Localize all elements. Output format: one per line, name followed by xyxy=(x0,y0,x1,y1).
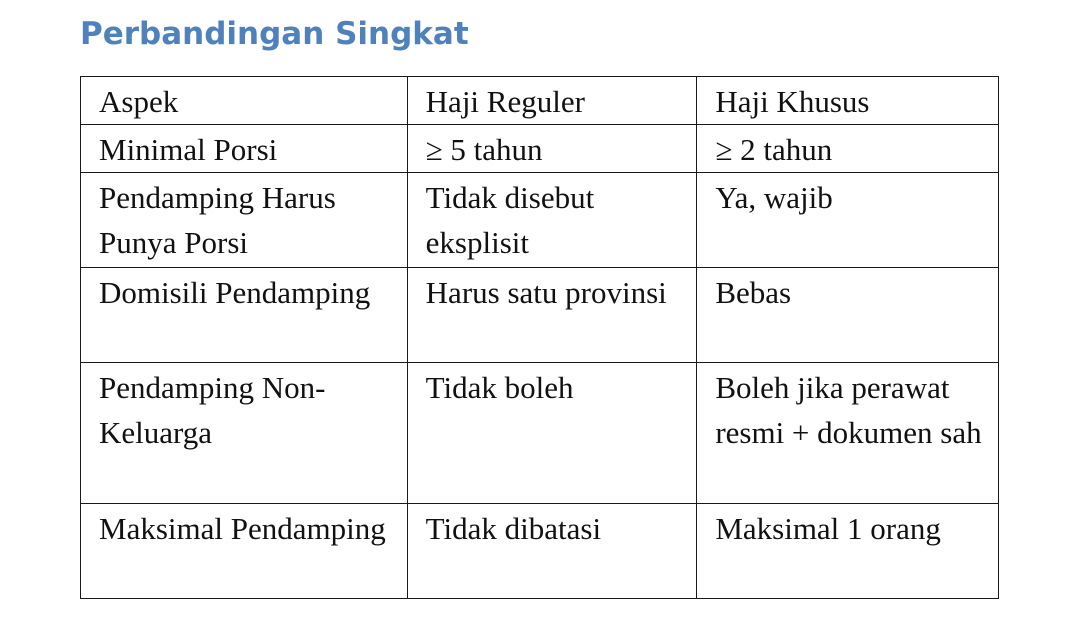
table-cell: Tidak dibatasi xyxy=(407,504,697,599)
table-cell: Maksimal 1 orang xyxy=(697,504,999,599)
table-row xyxy=(81,363,999,504)
header-cell-haji-reguler: Haji Reguler xyxy=(407,77,697,125)
table-row xyxy=(81,173,999,268)
table-cell: ≥ 2 tahun xyxy=(697,125,999,173)
table-cell: ≥ 5 tahun xyxy=(407,125,697,173)
table-cell: Tidak disebut eksplisit xyxy=(407,173,697,268)
table-cell: Bebas xyxy=(697,268,999,363)
table-cell: Boleh jika perawat resmi + dokumen sah xyxy=(697,363,999,504)
table-row xyxy=(81,125,999,173)
page-title: Perbandingan Singkat xyxy=(80,16,469,52)
header-cell-haji-khusus: Haji Khusus xyxy=(697,77,999,125)
table-cell: Ya, wajib xyxy=(697,173,999,268)
table-header-row xyxy=(81,77,999,125)
header-cell-aspek: Aspek xyxy=(81,77,408,125)
table-row xyxy=(81,268,999,363)
table-cell: Harus satu provinsi xyxy=(407,268,697,363)
table-row xyxy=(81,504,999,599)
table-cell: Maksimal Pendamping xyxy=(81,504,408,599)
table-cell: Minimal Porsi xyxy=(81,125,408,173)
comparison-table xyxy=(80,76,999,599)
table-cell: Pendamping Harus Punya Porsi xyxy=(81,173,408,268)
table-cell: Tidak boleh xyxy=(407,363,697,504)
table-cell: Domisili Pendamping xyxy=(81,268,408,363)
table-cell: Pendamping Non-Keluarga xyxy=(81,363,408,504)
